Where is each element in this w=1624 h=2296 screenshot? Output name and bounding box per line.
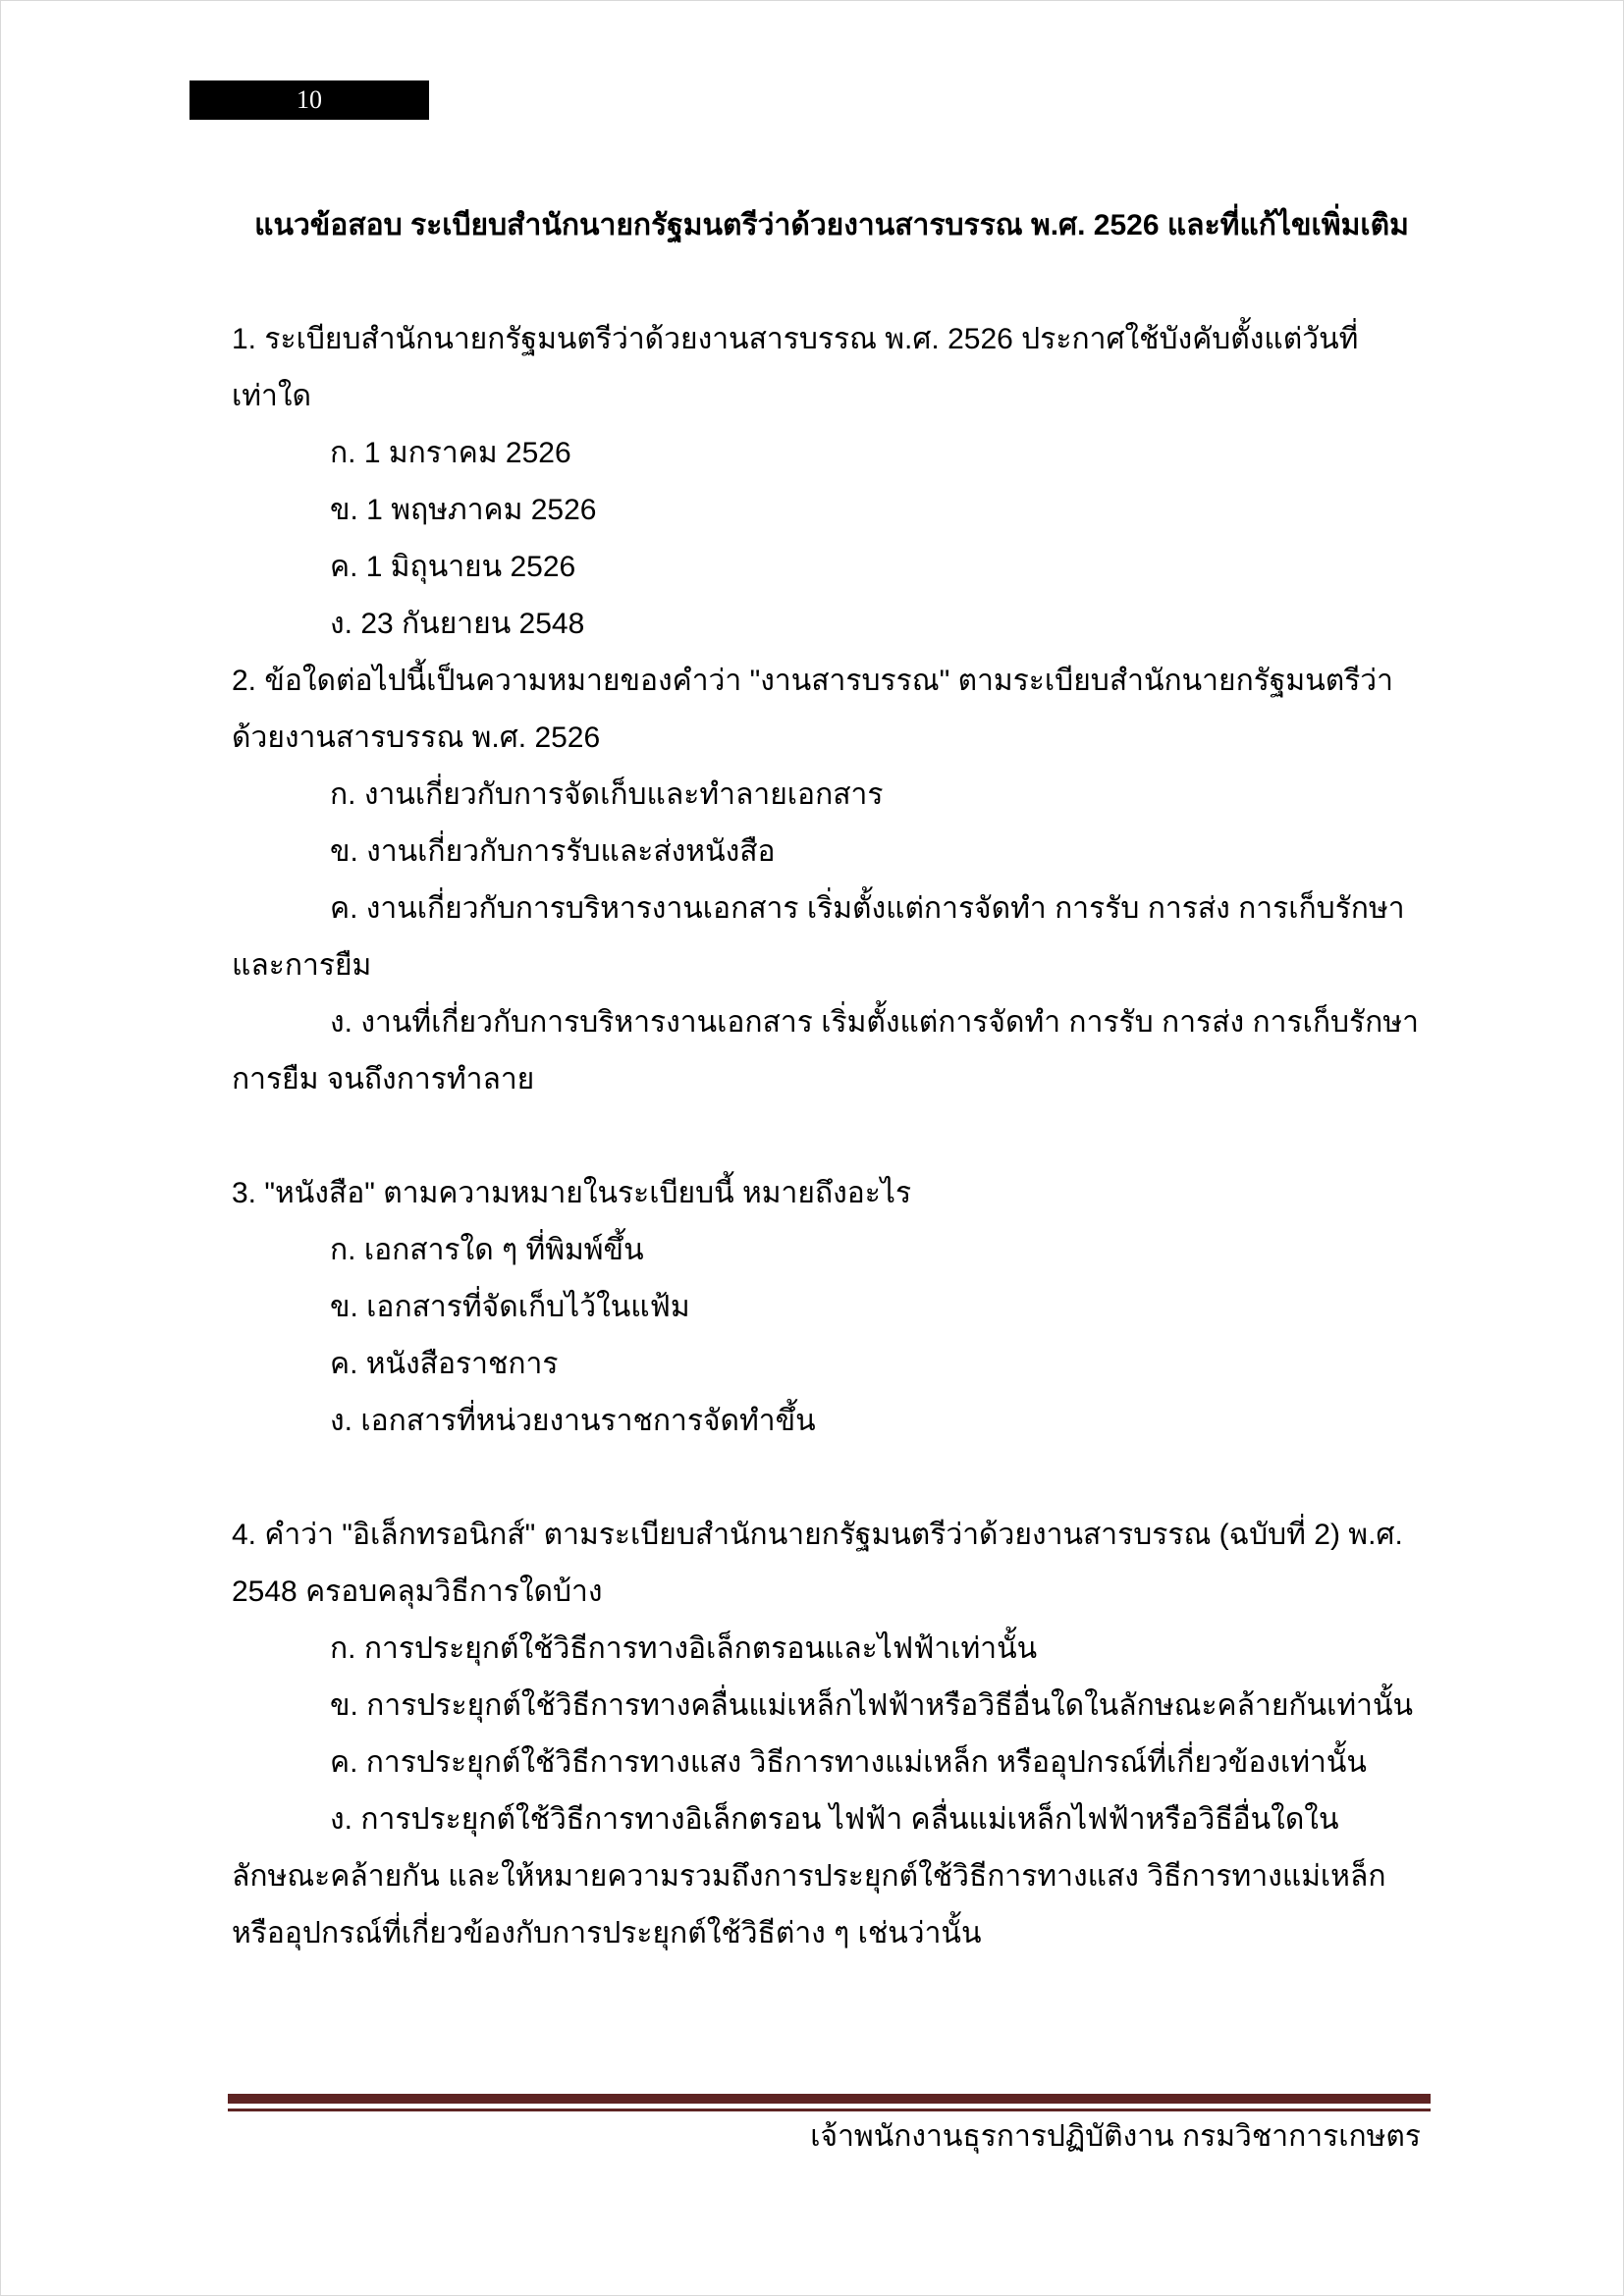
question-text: 3. "หนังสือ" ตามความหมายในระเบียบนี้ หมายถึงอะไร bbox=[232, 1177, 912, 1209]
question-block-4 bbox=[232, 1507, 1432, 1962]
question-option-b: ข. งานเกี่ยวกับการรับและส่งหนังสือ bbox=[330, 835, 776, 868]
page-number-box bbox=[189, 80, 429, 120]
question-option-b: ข. การประยุกต์ใช้วิธีการทางคลื่นแม่เหล็กไฟฟ้าหรือวิธีอื่นใดในลักษณะคล้ายกันเท่านั้น bbox=[330, 1689, 1413, 1722]
question-option-d: ง. งานที่เกี่ยวกับการบริหารงานเอกสาร เริ่มตั้งแต่การจัดทำ การรับ การส่ง การเก็บรักษา การยืม จนถึงการทำลาย bbox=[232, 1006, 1419, 1095]
question-block-2 bbox=[232, 653, 1432, 1108]
question-option-a: ก. เอกสารใด ๆ ที่พิมพ์ขึ้น bbox=[330, 1234, 644, 1266]
footer-text: เจ้าพนักงานธุรการปฏิบัติงาน กรมวิชาการเกษตร bbox=[810, 2120, 1421, 2153]
question-option-d: ง. เอกสารที่หน่วยงานราชการจัดทำขึ้น bbox=[330, 1405, 816, 1437]
question-text: 4. คำว่า "อิเล็กทรอนิกส์" ตามระเบียบสำนักนายกรัฐมนตรีว่าด้วยงานสารบรรณ (ฉบับที่ 2) พ.ศ. 2548 ครอบคลุมวิธีการใดบ้าง bbox=[232, 1519, 1403, 1608]
question-option-c: ค. งานเกี่ยวกับการบริหารงานเอกสาร เริ่มตั้งแต่การจัดทำ การรับ การส่ง การเก็บรักษา และการยืม bbox=[232, 892, 1405, 982]
footer-rule-thick-bar bbox=[228, 2094, 1431, 2104]
question-block-3 bbox=[232, 1165, 1432, 1450]
question-option-a: ก. การประยุกต์ใช้วิธีการทางอิเล็กตรอนและไฟฟ้าเท่านั้น bbox=[330, 1632, 1038, 1665]
page-title: แนวข้อสอบ ระเบียบสำนักนายกรัฐมนตรีว่าด้วยงานสารบรรณ พ.ศ. 2526 และที่แก้ไขเพิ่มเติม bbox=[254, 209, 1409, 241]
question-text: 2. ข้อใดต่อไปนี้เป็นความหมายของคำว่า "งานสารบรรณ" ตามระเบียบสำนักนายกรัฐมนตรีว่าด้วยงานสารบรรณ พ.ศ. 2526 bbox=[232, 665, 1393, 754]
question-option-c: ค. 1 มิถุนายน 2526 bbox=[330, 551, 576, 583]
question-option-a: ก. 1 มกราคม 2526 bbox=[330, 437, 571, 469]
footer-rule-thin-bar bbox=[228, 2109, 1431, 2111]
question-option-b: ข. เอกสารที่จัดเก็บไว้ในแฟ้ม bbox=[330, 1291, 690, 1323]
question-text: 1. ระเบียบสำนักนายกรัฐมนตรีว่าด้วยงานสารบรรณ พ.ศ. 2526 ประกาศใช้บังคับตั้งแต่วันที่เท่าใด bbox=[232, 323, 1359, 412]
question-option-d: ง. 23 กันยายน 2548 bbox=[330, 608, 585, 640]
question-option-d: ง. การประยุกต์ใช้วิธีการทางอิเล็กตรอน ไฟฟ้า คลื่นแม่เหล็กไฟฟ้าหรือวิธีอื่นใดในลักษณะคล้ายกัน และให้หมายความรวมถึงการประยุกต์ใช้วิธีการทางแสง วิธีการทางแม่เหล็ก หรืออุปกรณ์ที่เกี่ยวข้องกับการประยุกต์ใช้วิธีต่าง ๆ เช่นว่านั้น bbox=[232, 1803, 1386, 1949]
question-option-b: ข. 1 พฤษภาคม 2526 bbox=[330, 494, 597, 526]
question-option-c: ค. การประยุกต์ใช้วิธีการทางแสง วิธีการทางแม่เหล็ก หรืออุปกรณ์ที่เกี่ยวข้องเท่านั้น bbox=[330, 1746, 1367, 1779]
question-option-c: ค. หนังสือราชการ bbox=[330, 1348, 559, 1380]
question-option-a: ก. งานเกี่ยวกับการจัดเก็บและทำลายเอกสาร bbox=[330, 778, 884, 811]
question-block-1 bbox=[232, 311, 1432, 653]
footer-rule bbox=[228, 2094, 1431, 2111]
page-number: 10 bbox=[297, 85, 322, 114]
